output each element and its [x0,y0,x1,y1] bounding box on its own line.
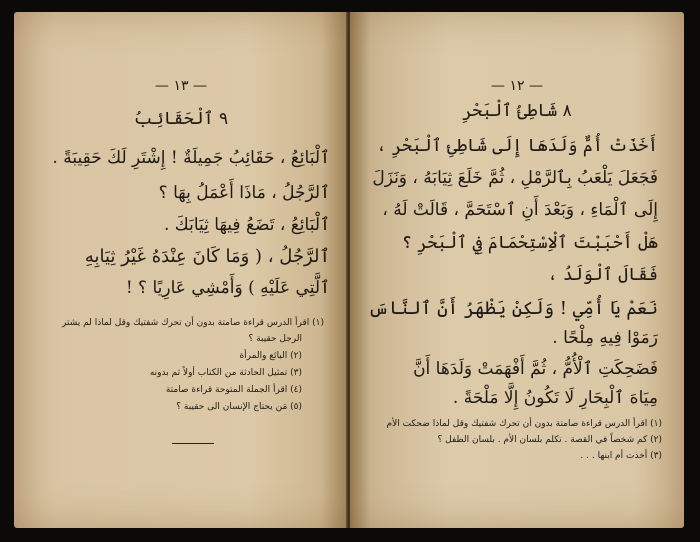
right-line-1: أَخَذَتْ أُمٌّ وَلَدَهَا إِلَى شَاطِئِ ٱلْبَحْرِ ، [376,136,658,156]
right-line-9: مِيَاهَ ٱلْبِحَارِ لَا تَكُونُ إِلَّا مَلْحَةً . [452,388,658,408]
right-line-2: فَجَعَلَ يَلْعَبُ بِٱلرَّمْلِ ، ثُمَّ خَلَعَ ثِيَابَهُ ، وَنَزَلَ [372,168,658,188]
right-line-4: هَلْ أَحْبَبْتَ ٱلْاِسْتِحْمَامَ فِي ٱلْبَحْرِ ؟ [401,233,658,253]
right-line-7: رَمَوْا فِيهِ مِلْحًا . [552,328,658,348]
right-page-number: — ١٢ — [491,78,543,94]
left-line-5: ٱلَّتِي عَلَيْهِ ) وَأَمْشِي عَارِيًا ؟ ! [125,278,330,298]
right-question-3: (٣) أخذت أم ابنها . . . [580,451,662,461]
right-page-title: ٨ شَاطِئُ ٱلْبَحْرِ [462,101,572,121]
right-line-6: نَعَمْ يَا أُمِّي ! وَلَكِنْ يَظْهَرُ أَنَّ ٱلنَّاسَ [368,298,658,319]
left-question-5: (٥) مَن يحتاج الإنسان الى حقيبة ؟ [176,402,302,412]
left-question-2: (٢) البائع والمرأة [239,351,302,361]
left-page [14,12,348,528]
right-line-3: إِلَى ٱلْمَاءِ ، وَبَعْدَ أَنِ ٱسْتَحَمَّ ، قَالَتْ لَهُ ، [382,200,658,220]
left-page-number: — ١٣ — [155,78,207,94]
left-page-title: ٩ ٱلْحَقَائِبُ [133,109,229,129]
left-line-1: ٱلْبَائِعُ ، حَقَائِبُ جَمِيلَةٌ ! إِشْتَرِ لَكَ حَقِيبَةً . [52,148,330,168]
left-line-2: ٱلرَّجُلُ ، مَاذَا أَعْمَلُ بِهَا ؟ [158,183,330,203]
right-page [350,12,684,528]
left-question-4: (٤) اقرأ الجملة المتوحة قراءة صامتة [165,385,302,395]
left-line-3: ٱلْبَائِعُ ، تَضَعُ فِيهَا ثِيَابَكَ . [163,215,330,235]
right-question-1: (١) اقرأ الدرس قراءة صامتة بدون أن تحرك شفتيك وقل لماذا ضحكت الأم [386,419,662,429]
right-line-5: فَقَالَ ٱلْوَلَدُ ، [547,265,658,285]
left-question-3: (٣) تمثيل الحادثة من الكتاب أولاً ثم بدونه [149,368,302,378]
left-question-1-cont: الرجل حقيبة ؟ [248,334,302,344]
section-divider [172,443,214,444]
left-question-1: (١) اقرأ الدرس قراءة صامتة بدون أن تحرك شفتيك وقل لماذا لم يشتر [62,318,324,328]
left-line-4: ٱلرَّجُلُ ، ( وَمَا كَانَ عِنْدَهُ غَيْرُ ثِيَابِهِ [84,246,330,267]
right-question-2: (٢) كم شخصاً في القصة . تكلم بلسان الأم . بلسان الطفل ؟ [437,435,662,445]
right-line-8: فَضَحِكَتِ ٱلْأُمُّ ، ثُمَّ أَفْهَمَتْ وَلَدَهَا أَنَّ [413,359,658,379]
